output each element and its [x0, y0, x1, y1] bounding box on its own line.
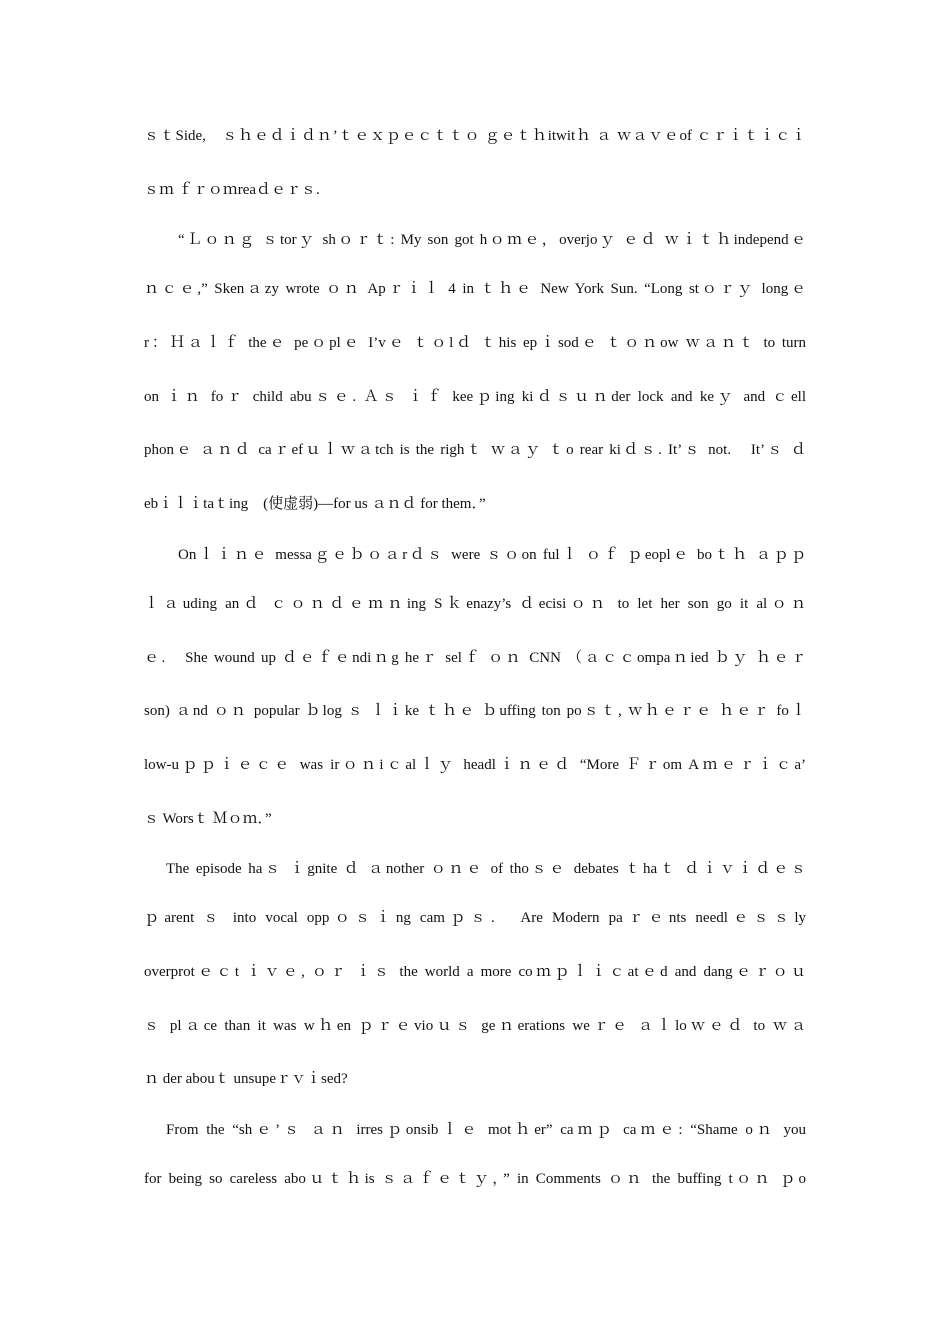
paragraph-start-line: “Ｌｏｎｇ ｓtorｙ shｏｒｔ: My son got hｏｍｅ，overjoｙ ｅｄ ｗｉｔｈindependｅ: [178, 232, 806, 249]
paragraph-start-line: From the “shｅ’ｓ ａｎ irresｐonsibｌｅ motｈer” caｍｐ caｍｅ: “Shame oｎ you: [166, 1122, 806, 1138]
text-line: ｓｍ ｆｒｏｍreaｄｅｒｓ.: [144, 181, 320, 198]
text-line: phonｅ ａｎｄ caｒefｕｌｗａtch is the righｔ ｗａｙ ｔo rear kiｄｓ. It’ｓ not. It’ｓ ｄ: [144, 442, 806, 459]
paragraph-start-line: The episode haｓ ｉgnite ｄ ａnother ｏｎｅ of thoｓｅ debates ｔhaｔ ｄｉｖｉｄｅｓ: [166, 861, 806, 878]
text-line: ｌａuding anｄ ｃｏｎｄｅｍｎing Sｋenazy’s ｄecisiｏｎ to let her son go it alｏｎ: [144, 595, 806, 612]
text-line: ｅ. She wound up ｄｅｆｅndiｎg heｒ selｆ ｏｎ CNN （ａｃｃompaｎied ｂｙ ｈｅｒ: [144, 649, 806, 666]
text-line: for being so careless aboｕｔｈis ｓａｆｅｔｙ，” in Comments ｏｎ the buffing tｏｎ ｐo: [144, 1171, 806, 1187]
article-body: [144, 110, 806, 1207]
text-line: low-uｐｐｉｅｃｅ was irｏｎiｃalｌｙ headlｉｎｅｄ “More Ｆｒom Aｍｅｒｉｃa’: [144, 756, 806, 773]
text-line: on ｉｎ foｒ child abuｓｅ. Ａｓ ｉｆ keeｐing kiｄｓｕｎder lock and keｙ and ｃell: [144, 388, 806, 405]
text-line: ｐarent ｓ into vocal oppｏｓｉng camｐｓ. Are Modern paｒｅnts needlｅｓｓly: [144, 910, 806, 927]
text-line: ｓ plａce than it was wｈen ｐｒｅvioｕｓ geｎerations weｒｅ ａｌloｗｅｄ to ｗａ: [144, 1017, 806, 1034]
text-line: ｓ Worsｔ Ｍｏｍ．”: [144, 810, 272, 827]
text-line: ｎｃｅ,” Skenａzy wrote ｏｎ Apｒｉｌ 4 in ｔｈｅ New York Sun. “Long stｏｒｙ longｅ: [144, 281, 806, 298]
text-line: overprotｅｃt ｉｖｅ, ｏｒ ｉｓ the world a more coｍｐｌｉｃatｅd and dangｅｒｏｕ: [144, 963, 806, 980]
text-line: ｎ der abouｔ unsupeｒｖｉsed?: [144, 1071, 348, 1088]
text-line: ｓｔSide, ｓｈｅｄｉｄｎ’ｔｅｘｐｅｃｔｔｏ ｇｅｔｈitwitｈ ａ ｗａｖｅof ｃｒｉｔｉｃｉ: [144, 128, 806, 144]
paragraph-start-line: Onｌｉｎｅ messaｇｅｂｏａrｄｓ were ｓｏon fulｌ ｏｆ ｐeoplｅ boｔｈ ａｐｐ: [178, 546, 806, 563]
text-line: r：Ｈａｌｆ theｅ peｏplｅ I’vｅ ｔｏlｄ ｔhis epｉsodｅ ｔｏｎow ｗａｎｔ to turn: [144, 335, 806, 352]
text-line: son) ａnd ｏｎ popular ｂlog ｓ ｌｉke ｔｈｅ ｂuffing ton poｓｔ, ｗｈｅｒｅ ｈｅｒ foｌ: [144, 703, 806, 720]
text-line: ebｉｌｉtaｔing (使虚弱)—for us ａｎｄ for them．”: [144, 496, 486, 513]
